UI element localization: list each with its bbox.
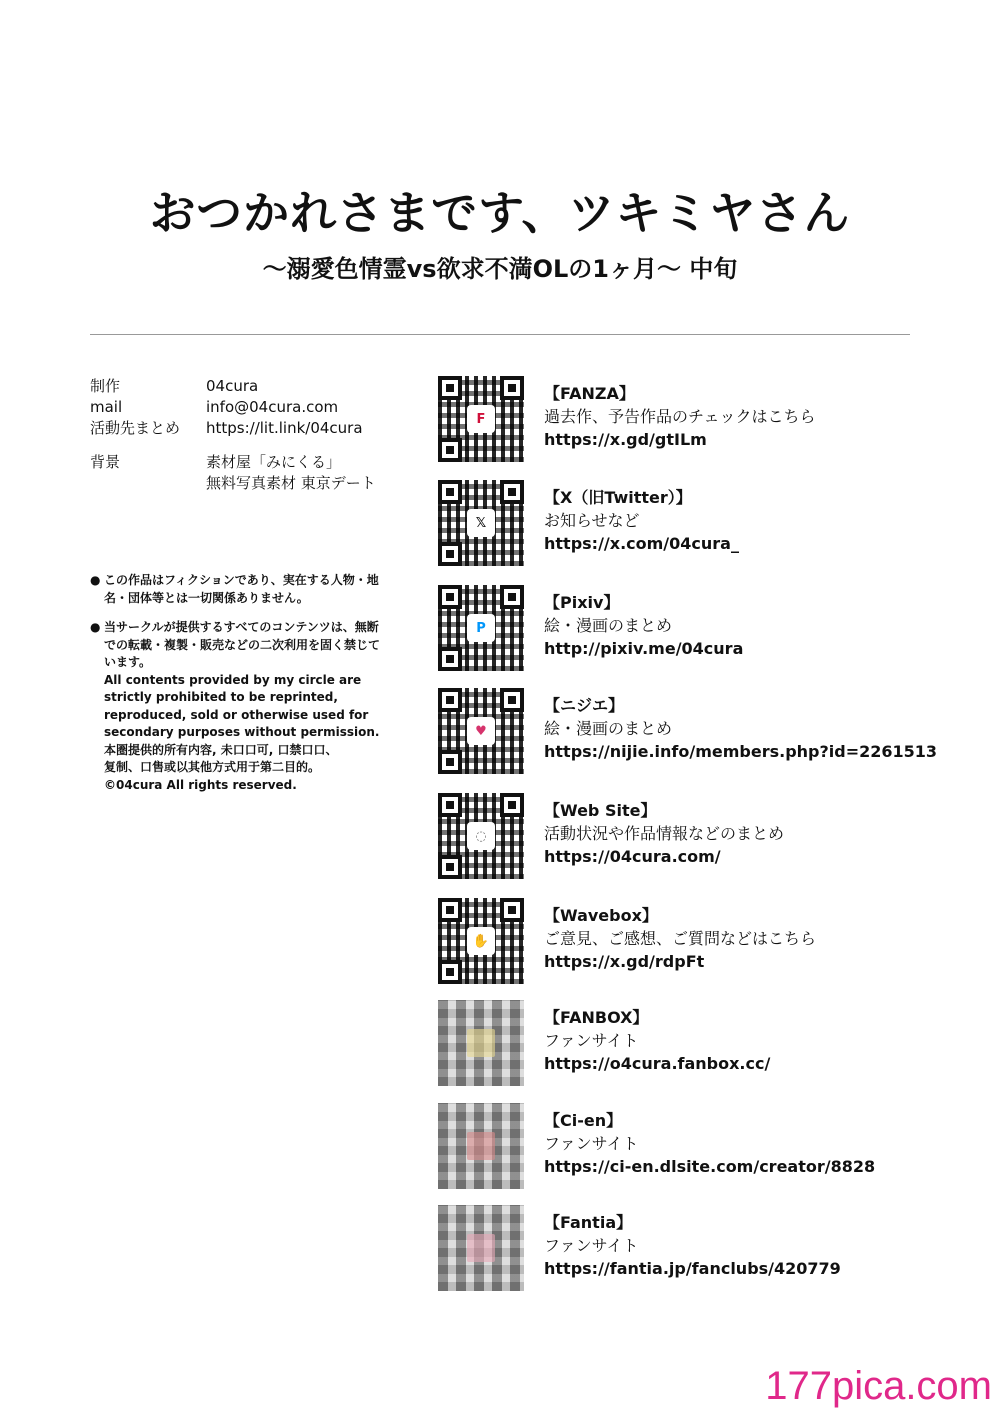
note-line: この作品はフィクションであり、実在する人物・地 [104,573,379,587]
link-item[interactable] [438,376,958,466]
link-item[interactable] [438,793,958,883]
link-url[interactable]: https://fantia.jp/fanclubs/420779 [544,1259,841,1278]
link-url[interactable]: https://ci-en.dlsite.com/creator/8828 [544,1157,876,1176]
link-url[interactable]: https://o4cura.fanbox.cc/ [544,1054,771,1073]
link-url[interactable]: http://pixiv.me/04cura [544,639,744,658]
credit-label: 活動先まとめ [90,419,181,437]
link-text [544,1109,875,1178]
link-url[interactable]: https://x.gd/gtILm [544,430,707,449]
link-title: 【Ci-en】 [544,1111,623,1130]
qr-code-blurred[interactable] [438,1000,524,1086]
qr-code[interactable] [438,376,524,462]
link-item[interactable] [438,1205,958,1295]
qr-finder-pattern [438,793,462,817]
link-description: ご意見、ご感想、ご質問などはこちら [544,929,817,948]
bullet-icon: ● [90,573,101,587]
qr-finder-pattern [438,960,462,984]
fantia-logo-icon [467,1234,495,1262]
link-item[interactable] [438,1000,958,1090]
link-description: 過去作、予告作品のチェックはこちら [544,407,816,426]
link-text [544,694,937,763]
qr-finder-pattern [438,376,462,400]
link-description: ファンサイト [544,1134,639,1153]
link-description: 活動状況や作品情報などのまとめ [544,824,785,843]
credit-row-production [90,376,420,397]
qr-finder-pattern [438,898,462,922]
credit-row-activity [90,418,420,439]
qr-finder-pattern [438,855,462,879]
bullet-icon: ● [90,620,101,634]
note-fiction [90,572,416,607]
note-english-line: All contents provided by my circle are [104,672,362,687]
credit-row-background [90,452,420,473]
note-line: います。 [104,655,152,669]
note-english-line: reproduced, sold or otherwise used for [104,707,369,722]
link-url[interactable]: https://nijie.info/members.php?id=2261513 [544,742,938,761]
link-url[interactable]: https://x.com/04cura_ [544,534,739,553]
qr-finder-pattern [438,542,462,566]
qr-finder-pattern [438,585,462,609]
copyright-line: ©04cura All rights reserved. [104,777,297,792]
credit-label: 背景 [90,453,121,471]
pixiv-logo-icon: P [467,614,495,642]
watermark: 177pica.com [765,1364,992,1408]
link-item[interactable] [438,1103,958,1193]
qr-finder-pattern [500,793,524,817]
credit-label: mail [90,398,123,416]
link-item[interactable] [438,688,958,778]
activity-link[interactable]: https://lit.link/04cura [206,419,363,437]
qr-finder-pattern [500,898,524,922]
link-title: 【ニジエ】 [544,696,625,715]
link-text [544,486,739,555]
link-description: お知らせなど [544,511,640,530]
link-text [544,799,784,868]
credit-label: 制作 [90,377,121,395]
qr-finder-pattern [438,438,462,462]
note-english-line: strictly prohibited to be reprinted, [104,690,338,704]
qr-code[interactable] [438,898,524,984]
divider [90,334,910,335]
link-description: ファンサイト [544,1031,639,1050]
ci-en-logo-icon [467,1132,495,1160]
qr-code[interactable] [438,480,524,566]
link-title: 【X（旧Twitter）】 [544,488,692,507]
link-title: 【Wavebox】 [544,906,658,925]
qr-finder-pattern [500,688,524,712]
link-item[interactable] [438,898,958,988]
note-chinese-line: 复制、口售或以其他方式用于第二目的。 [104,760,321,774]
page-title: おつかれさまです、ツキミヤさん [149,186,851,240]
credit-row-background-2 [90,473,420,494]
note-english-line: secondary purposes without permission. [104,725,380,739]
mail-link[interactable]: info@04cura.com [206,398,339,416]
link-title: 【FANBOX】 [544,1008,649,1027]
qr-finder-pattern [438,750,462,774]
fanza-logo-icon: F [467,405,495,433]
note-copyright [90,619,416,794]
qr-code[interactable] [438,585,524,671]
credit-value: 無料写真素材 東京デート [206,474,376,492]
nijie-logo-icon: ♥ [467,717,495,745]
qr-code[interactable] [438,688,524,774]
qr-finder-pattern [438,688,462,712]
link-description: 絵・漫画のまとめ [544,719,673,738]
link-text [544,591,743,660]
credit-value: 素材屋「みにくる」 [206,453,342,471]
link-url[interactable]: https://04cura.com/ [544,847,721,866]
qr-code-blurred[interactable] [438,1205,524,1291]
fanbox-logo-icon [467,1029,495,1057]
note-line: 当サークルが提供するすべてのコンテンツは、無断 [104,620,379,634]
note-line: 名・団体等とは一切関係ありません。 [104,590,309,605]
qr-code-blurred[interactable] [438,1103,524,1189]
link-title: 【Web Site】 [544,801,657,820]
link-text [544,1211,841,1280]
link-description: 絵・漫画のまとめ [544,616,673,635]
link-item[interactable] [438,480,958,570]
qr-finder-pattern [438,480,462,504]
link-text [544,904,816,973]
link-text [544,382,816,451]
page-subtitle: 〜溺愛色情霊vs欲求不満OLの1ヶ月〜 中旬 [262,255,738,283]
qr-finder-pattern [438,647,462,671]
credit-row-mail [90,397,420,418]
qr-code[interactable] [438,793,524,879]
link-title: 【Fantia】 [544,1213,633,1232]
link-title: 【Pixiv】 [544,593,620,612]
x-logo-icon: 𝕏 [467,509,495,537]
link-description: ファンサイト [544,1236,639,1255]
website-logo-icon: ◌ [467,822,495,850]
link-title: 【FANZA】 [544,384,635,403]
credit-value: 04cura [206,377,259,395]
qr-finder-pattern [500,480,524,504]
link-url[interactable]: https://x.gd/rdpFt [544,952,705,971]
link-item[interactable] [438,585,958,675]
notes-block [90,572,416,806]
note-line: での転載・複製・販売などの二次利用を固く禁じて [104,637,381,652]
note-chinese-line: 本圏提供的所有内容, 未口口可, 口禁口口、 [104,742,338,757]
wavebox-logo-icon: ✋ [467,927,495,955]
qr-finder-pattern [500,585,524,609]
credits-block [90,376,420,494]
link-text [544,1006,770,1075]
qr-finder-pattern [500,376,524,400]
